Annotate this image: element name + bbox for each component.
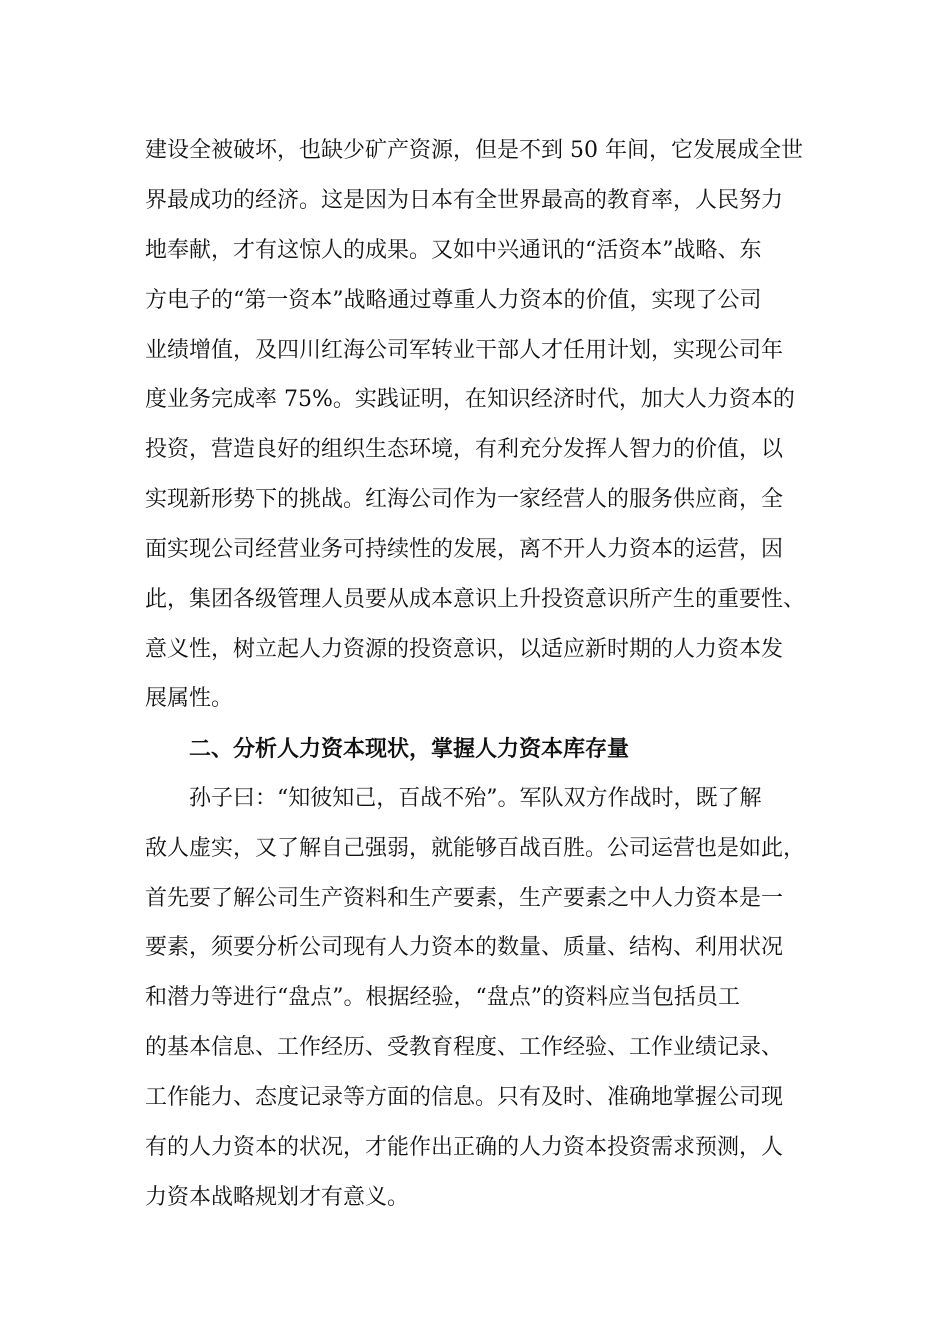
- paragraph-line: 孙子曰：“知彼知己，百战不殆”。军队双方作战时，既了解: [189, 786, 762, 811]
- paragraph-line: 投资，营造良好的组织生态环境，有利充分发挥人智力的价值，以: [145, 437, 784, 462]
- section-heading: 二、分析人力资本现状，掌握人力资本库存量: [189, 736, 630, 762]
- paragraph-line: 力资本战略规划才有意义。: [145, 1185, 410, 1210]
- paragraph-line: 建设全被破坏，也缺少矿产资源，但是不到 50 年间，它发展成全世: [145, 138, 803, 163]
- paragraph-line: 首先要了解公司生产资料和生产要素，生产要素之中人力资本是一: [145, 886, 784, 911]
- paragraph-line: 业绩增值，及四川红海公司军转业干部人才任用计划，实现公司年: [145, 338, 784, 363]
- paragraph-line: 有的人力资本的状况，才能作出正确的人力资本投资需求预测，人: [145, 1135, 784, 1160]
- paragraph-line: 面实现公司经营业务可持续性的发展，离不开人力资本的运营，因: [145, 537, 784, 562]
- paragraph-line: 地奉献，才有这惊人的成果。又如中兴通讯的“活资本”战略、东: [145, 238, 762, 263]
- paragraph-line: 和潜力等进行“盘点”。根据经验，“盘点”的资料应当包括员工: [145, 985, 740, 1010]
- paragraph-line: 工作能力、态度记录等方面的信息。只有及时、准确地掌握公司现: [145, 1085, 784, 1110]
- paragraph-line: 界最成功的经济。这是因为日本有全世界最高的教育率，人民努力: [145, 188, 784, 213]
- paragraph-line: 意义性，树立起人力资源的投资意识，以适应新时期的人力资本发: [145, 637, 784, 662]
- paragraph-line: 实现新形势下的挑战。红海公司作为一家经营人的服务供应商，全: [145, 487, 784, 512]
- paragraph-line: 方电子的“第一资本”战略通过尊重人力资本的价值，实现了公司: [145, 288, 762, 313]
- paragraph-line: 此，集团各级管理人员要从成本意识上升投资意识所产生的重要性、: [145, 587, 806, 612]
- paragraph-line: 要素，须要分析公司现有人力资本的数量、质量、结构、利用状况: [145, 935, 784, 960]
- paragraph-line: 度业务完成率 75%。实践证明，在知识经济时代，加大人力资本的: [145, 387, 795, 412]
- paragraph-line: 敌人虚实，又了解自己强弱，就能够百战百胜。公司运营也是如此，: [145, 836, 806, 861]
- paragraph-line: 展属性。: [145, 686, 234, 711]
- paragraph-line: 的基本信息、工作经历、受教育程度、工作经验、工作业绩记录、: [145, 1035, 784, 1060]
